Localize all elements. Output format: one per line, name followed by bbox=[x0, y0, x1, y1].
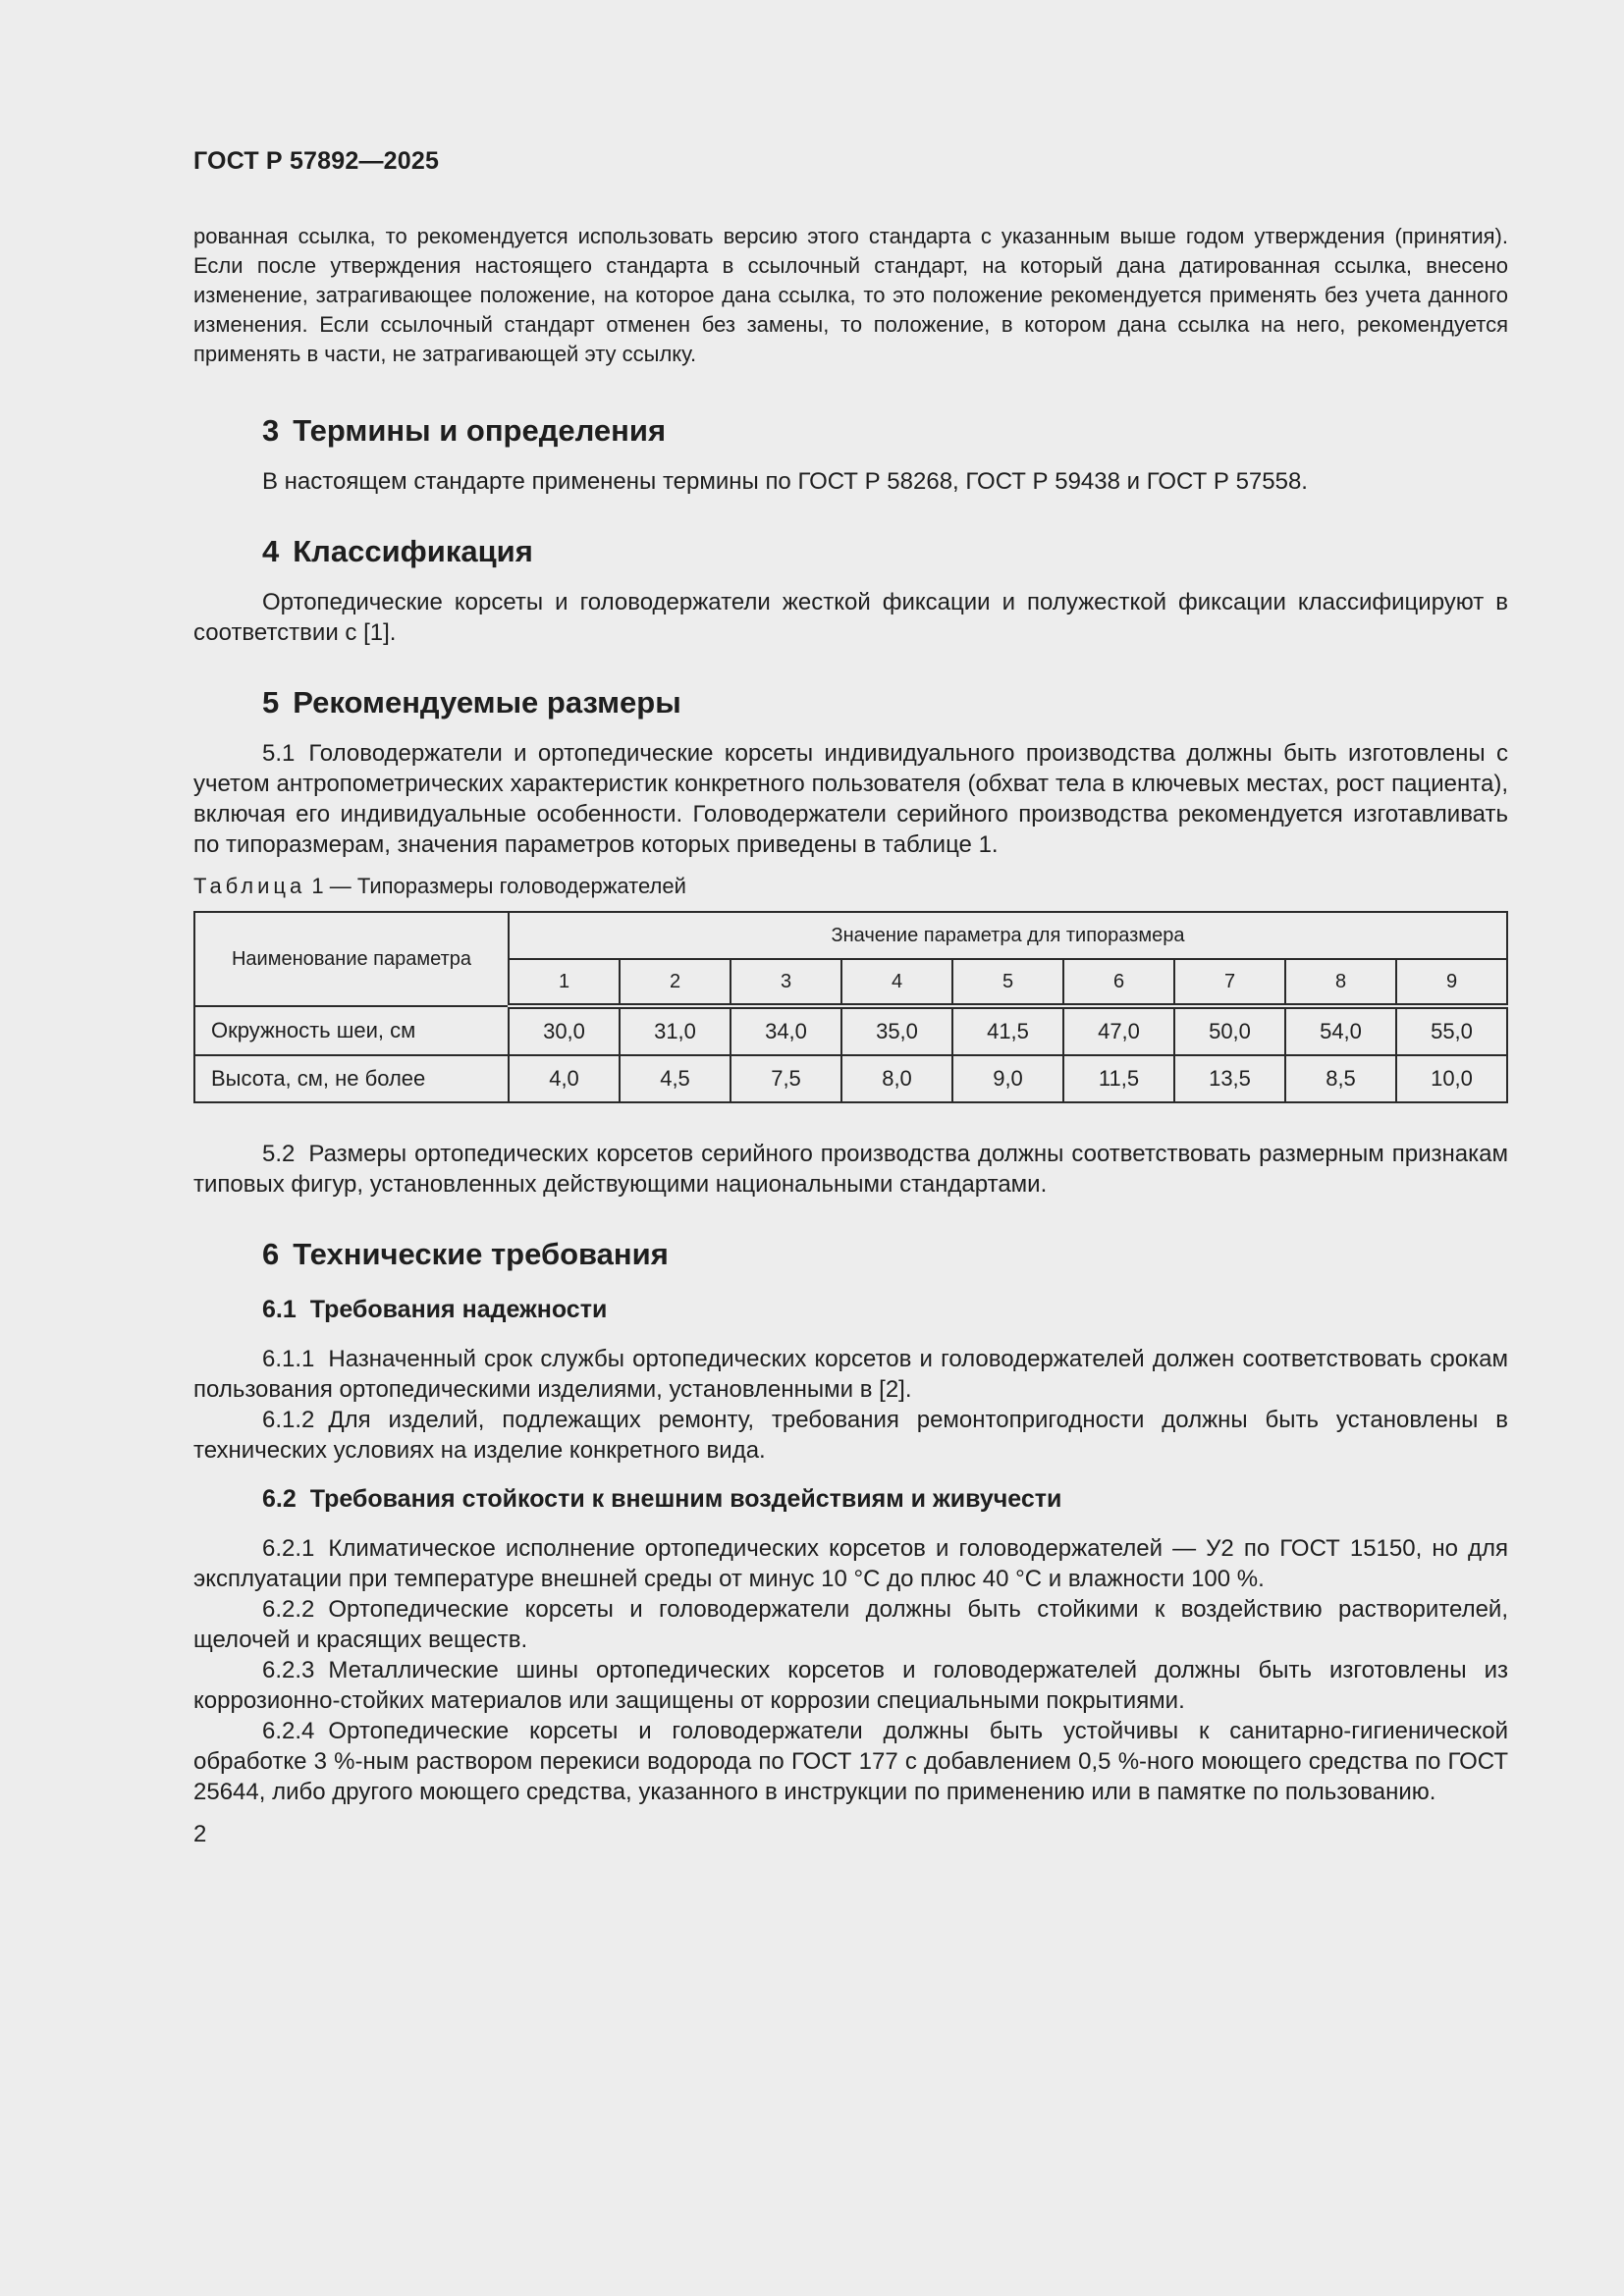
document-page bbox=[193, 147, 1508, 1848]
table-caption-word: Таблица bbox=[193, 874, 306, 898]
table-cell: 55,0 bbox=[1396, 1006, 1507, 1055]
table-cell: 8,5 bbox=[1285, 1055, 1396, 1102]
clause-6-2-4 bbox=[193, 1716, 1508, 1807]
intro-paragraph: рованная ссылка, то рекомендуется использовать версию этого стандарта с указанным выше годом утверждения (принятия). Если после утверждения настоящего стандарта в ссылочный стандарт, на который дана датированная ссылка, внесено изменение, затрагивающее положение, на которое дана ссылка, то это положение рекомендуется применять без учета данного изменения. Если ссылочный стандарт отменен без замены, то положение, в котором дана ссылка на него, рекомендуется применять в части, не затрагивающей эту ссылку. bbox=[193, 224, 1508, 366]
row-label: Высота, см, не более bbox=[194, 1055, 509, 1102]
table-cell: 35,0 bbox=[841, 1006, 952, 1055]
table-cell: 10,0 bbox=[1396, 1055, 1507, 1102]
section-6-title bbox=[193, 1237, 1508, 1272]
clause-number: 6.2.1 bbox=[262, 1535, 315, 1562]
size-header: 9 bbox=[1396, 959, 1507, 1006]
clause-number: 6.2.2 bbox=[262, 1596, 315, 1623]
clause-text: Назначенный срок службы ортопедических корсетов и головодержателей должен соответствовать срокам пользования ортопедическими изделиями, установленными в [2]. bbox=[193, 1346, 1508, 1403]
table-cell: 50,0 bbox=[1174, 1006, 1285, 1055]
section-number: 6 bbox=[262, 1237, 280, 1271]
section-title-text: Термины и определения bbox=[293, 413, 667, 448]
clause-6-1-1 bbox=[193, 1344, 1508, 1405]
size-header: 2 bbox=[620, 959, 731, 1006]
table-cell: 9,0 bbox=[952, 1055, 1063, 1102]
section-number: 5 bbox=[262, 685, 280, 720]
table-cell: 4,5 bbox=[620, 1055, 731, 1102]
table-header-row bbox=[194, 912, 1507, 959]
section-title-text: Технические требования bbox=[293, 1237, 669, 1271]
clause-number: 6.1.1 bbox=[262, 1346, 315, 1372]
size-header: 4 bbox=[841, 959, 952, 1006]
size-header: 7 bbox=[1174, 959, 1285, 1006]
row-label: Окружность шеи, см bbox=[194, 1006, 509, 1055]
clause-6-2-1 bbox=[193, 1533, 1508, 1594]
param-header-cell: Наименование параметра bbox=[194, 912, 509, 1006]
section-5-title bbox=[193, 685, 1508, 721]
clause-number: 6.2.4 bbox=[262, 1718, 315, 1744]
clause-6-2-2 bbox=[193, 1594, 1508, 1655]
clause-5-1 bbox=[193, 738, 1508, 860]
clause-text: Ортопедические корсеты и головодержатели должны быть устойчивы к санитарно-гигиенической обработке 3 %-ным раствором перекиси водорода по ГОСТ 177 с добавлением 0,5 %-ного моющего средства по ГОСТ 25644, либо другого моющего средства, указанного в инструкции по применению или в памятке по пользованию. bbox=[193, 1718, 1508, 1805]
size-header: 6 bbox=[1063, 959, 1174, 1006]
clause-text: Металлические шины ортопедических корсетов и головодержателей должны быть изготовлены из коррозионно-стойких материалов или защищены от коррозии специальными покрытиями. bbox=[193, 1657, 1508, 1714]
size-header: 1 bbox=[509, 959, 620, 1006]
size-header: 3 bbox=[731, 959, 841, 1006]
size-header: 5 bbox=[952, 959, 1063, 1006]
page-number: 2 bbox=[193, 1821, 207, 1847]
section-title-text: Классификация bbox=[293, 534, 533, 568]
document-header: ГОСТ Р 57892—2025 bbox=[193, 147, 440, 175]
clause-text: Размеры ортопедических корсетов серийного производства должны соответствовать размерным признакам типовых фигур, установленных действующими национальными стандартами. bbox=[193, 1141, 1508, 1198]
clause-number: 6.2.3 bbox=[262, 1657, 315, 1683]
clause-text: Для изделий, подлежащих ремонту, требования ремонтопригодности должны быть установлены в технических условиях на изделие конкретного вида. bbox=[193, 1407, 1508, 1464]
subsection-title-text: Требования надежности bbox=[309, 1296, 608, 1323]
clause-6-2-3 bbox=[193, 1655, 1508, 1716]
table-row bbox=[194, 1006, 1507, 1055]
table-cell: 34,0 bbox=[731, 1006, 841, 1055]
table-cell: 8,0 bbox=[841, 1055, 952, 1102]
table-cell: 47,0 bbox=[1063, 1006, 1174, 1055]
section-title-text: Рекомендуемые размеры bbox=[293, 685, 681, 720]
section-4-text: Ортопедические корсеты и головодержатели жесткой фиксации и полужесткой фиксации классифицируют в соответствии с [1]. bbox=[193, 589, 1508, 646]
section-number: 4 bbox=[262, 534, 280, 568]
value-header-cell: Значение параметра для типоразмера bbox=[509, 912, 1507, 959]
table-cell: 31,0 bbox=[620, 1006, 731, 1055]
subsection-6-1-title bbox=[193, 1296, 1508, 1324]
clause-text: Климатическое исполнение ортопедических корсетов и головодержателей — У2 по ГОСТ 15150, но для эксплуатации при температуре внешней среды от минус 10 °С до плюс 40 °С и влажности 100 %. bbox=[193, 1535, 1508, 1592]
section-4-title bbox=[193, 534, 1508, 569]
clause-number: 5.1 bbox=[262, 740, 296, 767]
table-caption bbox=[193, 874, 1508, 899]
section-3-title bbox=[193, 413, 1508, 449]
table-caption-rest: 1 — Типоразмеры головодержателей bbox=[311, 874, 686, 898]
subsection-number: 6.2 bbox=[262, 1485, 297, 1513]
table-cell: 11,5 bbox=[1063, 1055, 1174, 1102]
section-number: 3 bbox=[262, 413, 280, 448]
table-cell: 41,5 bbox=[952, 1006, 1063, 1055]
table-cell: 30,0 bbox=[509, 1006, 620, 1055]
table-cell: 7,5 bbox=[731, 1055, 841, 1102]
clause-number: 6.1.2 bbox=[262, 1407, 315, 1433]
sizes-table bbox=[193, 911, 1508, 1103]
section-3-text: В настоящем стандарте применены термины по ГОСТ Р 58268, ГОСТ Р 59438 и ГОСТ Р 57558. bbox=[262, 468, 1308, 495]
table-cell: 54,0 bbox=[1285, 1006, 1396, 1055]
subsection-number: 6.1 bbox=[262, 1296, 297, 1323]
clause-6-1-2 bbox=[193, 1405, 1508, 1466]
subsection-title-text: Требования стойкости к внешним воздействиям и живучести bbox=[309, 1485, 1062, 1513]
clause-5-2 bbox=[193, 1139, 1508, 1200]
clause-text: Ортопедические корсеты и головодержатели должны быть стойкими к воздействию растворителей, щелочей и красящих веществ. bbox=[193, 1596, 1508, 1653]
clause-text: Головодержатели и ортопедические корсеты индивидуального производства должны быть изготовлены с учетом антропометрических характеристик конкретного пользователя (обхват тела в ключевых местах, рост пациента), включая его индивидуальные особенности. Головодержатели серийного производства рекомендуется изготавливать по типоразмерам, значения параметров которых приведены в таблице 1. bbox=[193, 740, 1508, 858]
size-header: 8 bbox=[1285, 959, 1396, 1006]
table-cell: 4,0 bbox=[509, 1055, 620, 1102]
subsection-6-2-title bbox=[193, 1485, 1508, 1514]
table-row bbox=[194, 1055, 1507, 1102]
clause-number: 5.2 bbox=[262, 1141, 296, 1167]
table-cell: 13,5 bbox=[1174, 1055, 1285, 1102]
